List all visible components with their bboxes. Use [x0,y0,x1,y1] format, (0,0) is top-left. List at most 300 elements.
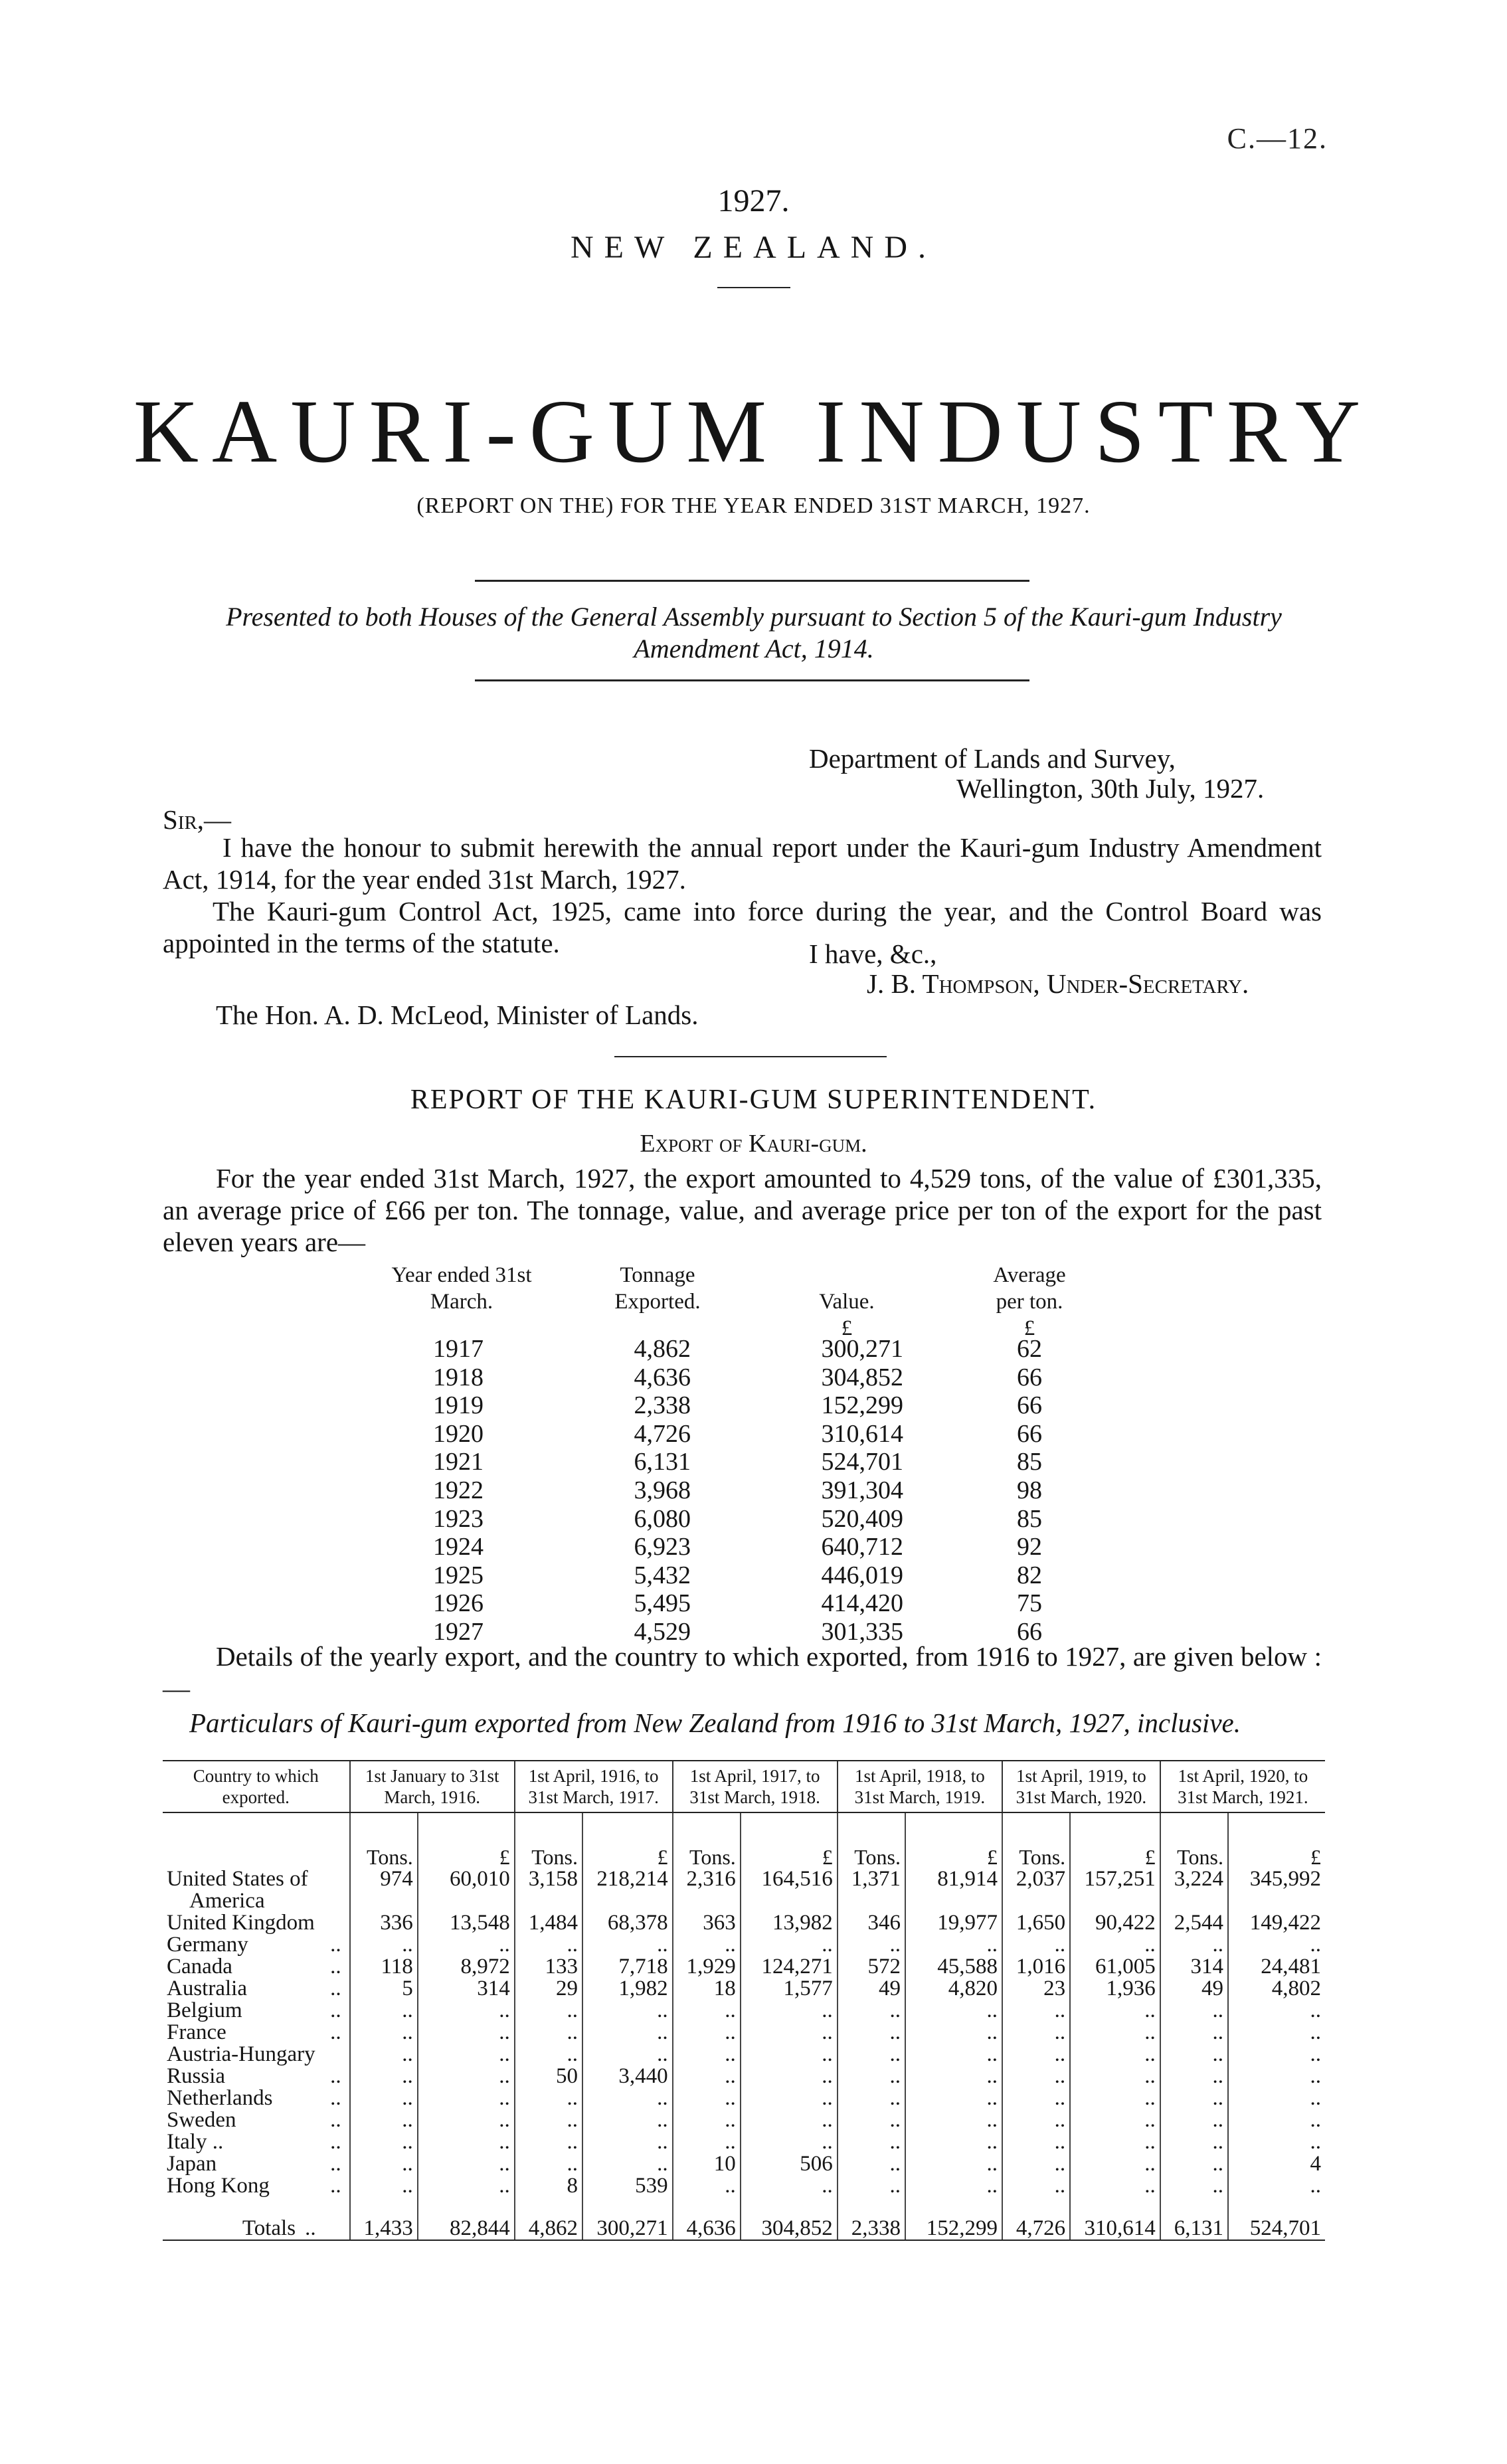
value-cell: .. [741,2087,838,2109]
country-row [163,2153,1325,2175]
tons-cell: .. [350,2109,418,2131]
tons-cell: 6,131 [1160,2197,1228,2240]
tons-cell: .. [1160,2000,1228,2022]
divider [717,287,790,288]
value-cell [1228,1890,1325,1912]
export-cell-average: 92 [1017,1533,1042,1561]
export-header-average: Average per ton. [993,1263,1066,1314]
tons-cell: 2,338 [838,2197,905,2240]
unit-tons: Tons. [1002,1812,1070,1868]
tons-cell: .. [350,2044,418,2066]
value-cell: 24,481 [1228,1956,1325,1978]
country-column-header: Country to which exported. [163,1761,350,1812]
tons-cell: .. [1002,2000,1070,2022]
tons-cell: .. [1002,2087,1070,2109]
tons-cell: .. [350,2022,418,2044]
export-cell-tonnage: 6,131 [634,1448,691,1476]
value-cell: 345,992 [1228,1868,1325,1890]
tons-cell: .. [1160,2153,1228,2175]
value-cell: 61,005 [1070,1956,1160,1978]
value-cell: .. [905,2066,1002,2087]
unit-tons: Tons. [838,1812,905,1868]
value-cell: .. [905,2175,1002,2197]
export-cell-tonnage: 4,529 [634,1618,691,1646]
value-cell: .. [905,2044,1002,2066]
value-cell: 4,802 [1228,1978,1325,2000]
value-cell: .. [582,2109,673,2131]
unit-value: £ [1228,1812,1325,1868]
particulars-caption: Particulars of Kauri-gum exported from New Zealand from 1916 to 31st March, 1927, inclusive. [189,1708,1241,1738]
letter-addressee: The Hon. A. D. McLeod, Minister of Lands. [216,1000,699,1030]
tons-cell: .. [1002,2022,1070,2044]
leader-dots: .. [330,2108,341,2132]
country-row [163,1912,1325,1934]
tons-cell: .. [515,2131,582,2153]
value-cell: 4 [1228,2153,1325,2175]
country-name: Sweden [167,2108,236,2132]
country-row [163,1934,1325,1956]
export-header-value: Value. [819,1290,875,1314]
tons-cell: 4,726 [1002,2197,1070,2240]
export-cell-average: 85 [1017,1448,1042,1476]
export-cell-year: 1921 [433,1448,484,1476]
value-cell: 157,251 [1070,1868,1160,1890]
tons-cell: 1,016 [1002,1956,1070,1978]
leader-dots: .. [330,1955,341,1979]
export-cell-average: 62 [1017,1335,1042,1363]
value-cell: .. [418,2131,515,2153]
value-cell: 4,820 [905,1978,1002,2000]
value-cell: .. [582,2153,673,2175]
value-cell: .. [1228,2000,1325,2022]
tons-cell: .. [1160,2175,1228,2197]
tons-cell: .. [350,1934,418,1956]
tons-cell: .. [838,2000,905,2022]
country-row [163,2175,1325,2197]
tons-cell: .. [673,2022,741,2044]
value-cell: .. [741,2000,838,2022]
value-cell: 152,299 [905,2197,1002,2240]
tons-cell: .. [1002,2066,1070,2087]
letter-department: Department of Lands and Survey, [809,743,1176,774]
value-cell: .. [741,2044,838,2066]
value-cell: 304,852 [741,2197,838,2240]
tons-cell: .. [838,2131,905,2153]
country-name: Germany [167,1933,248,1957]
export-cell-tonnage: 6,923 [634,1533,691,1561]
export-cell-year: 1917 [433,1335,484,1363]
letter-salutation: Sir,— [163,804,232,835]
leader-dots: .. [305,2216,316,2240]
value-cell: .. [1228,2066,1325,2087]
value-cell: .. [1070,2066,1160,2087]
country-name: Belgium [167,1998,242,2022]
export-cell-year: 1923 [433,1504,484,1533]
tons-cell: .. [838,2175,905,2197]
value-cell: 524,701 [1228,2197,1325,2240]
report-subtitle: Export of Kauri-gum. [640,1130,867,1158]
tons-cell: .. [1002,2153,1070,2175]
value-cell: .. [1228,1934,1325,1956]
tons-cell: .. [673,2044,741,2066]
tons-cell: .. [350,2131,418,2153]
tons-cell: .. [673,2131,741,2153]
tons-cell: 3,224 [1160,1868,1228,1890]
tons-cell: 1,650 [1002,1912,1070,1934]
tons-cell: .. [838,2066,905,2087]
tons-cell: 363 [673,1912,741,1934]
tons-cell: .. [838,2153,905,2175]
export-cell-value: 640,712 [821,1533,903,1561]
tons-cell: 974 [350,1868,418,1890]
export-cell-year: 1927 [433,1618,484,1646]
export-header-year: Year ended 31st March. [391,1263,532,1314]
country-name: Hong Kong [167,2174,270,2198]
tons-cell: .. [1002,2175,1070,2197]
tons-cell: 118 [350,1956,418,1978]
tons-cell [838,1890,905,1912]
tons-cell [673,1890,741,1912]
country-row [163,2066,1325,2087]
country-name: Netherlands [167,2086,273,2110]
export-header-tonnage: Tonnage Exported. [614,1263,701,1314]
tons-cell [1002,1890,1070,1912]
totals-label: Totals [242,2216,296,2240]
export-cell-year: 1924 [433,1533,484,1561]
unit-tons: Tons. [350,1812,418,1868]
tons-cell: .. [515,2022,582,2044]
value-cell: .. [1228,2175,1325,2197]
country-row [163,2022,1325,2044]
period-header: 1st April, 1919, to 31st March, 1920. [1002,1761,1160,1812]
export-cell-tonnage: 4,726 [634,1419,691,1448]
tons-cell: 1,929 [673,1956,741,1978]
tons-cell: .. [673,2087,741,2109]
value-cell: .. [905,2153,1002,2175]
export-cell-year: 1918 [433,1363,484,1391]
page-reference: C.—12. [1227,122,1328,155]
export-cell-average: 66 [1017,1363,1042,1391]
value-cell: .. [741,2022,838,2044]
tons-cell: 3,158 [515,1868,582,1890]
value-cell: .. [418,2175,515,2197]
export-cell-year: 1922 [433,1476,484,1504]
tons-cell: .. [1160,2109,1228,2131]
export-cell-value: 304,852 [821,1363,903,1391]
tons-cell: .. [1160,1934,1228,1956]
value-cell: .. [905,2000,1002,2022]
document-subtitle: (REPORT ON THE) FOR THE YEAR ENDED 31ST MARCH, 1927. [416,493,1091,518]
country-name: America [189,1889,265,1913]
letter-paragraph-2: The Kauri-gum Control Act, 1925, came into force during the year, and the Control Board was appointed in the terms of the statute. [163,896,1322,958]
value-cell: 539 [582,2175,673,2197]
value-cell: .. [582,2000,673,2022]
export-cell-value: 520,409 [821,1504,903,1533]
value-cell: .. [1228,2109,1325,2131]
tons-cell: 133 [515,1956,582,1978]
export-cell-average: 98 [1017,1476,1042,1504]
divider [475,580,1029,582]
country-heading: NEW ZEALAND. [570,230,937,265]
export-cell-average: 66 [1017,1618,1042,1646]
tons-cell: .. [673,2175,741,2197]
tons-cell: .. [515,2044,582,2066]
tons-cell: 49 [1160,1978,1228,2000]
export-cell-average: 66 [1017,1391,1042,1420]
tons-cell: 1,433 [350,2197,418,2240]
export-cell-value: 391,304 [821,1476,903,1504]
value-cell: .. [1228,2087,1325,2109]
value-cell: 8,972 [418,1956,515,1978]
tons-cell: 2,544 [1160,1912,1228,1934]
export-cell-year: 1919 [433,1391,484,1420]
country-name: France [167,2020,226,2044]
tons-cell: 314 [1160,1956,1228,1978]
value-cell: .. [418,2000,515,2022]
export-cell-value: 446,019 [821,1561,903,1589]
tons-cell: 4,862 [515,2197,582,2240]
country-row [163,1978,1325,2000]
tons-cell: 336 [350,1912,418,1934]
value-cell: .. [741,2175,838,2197]
tons-cell: 23 [1002,1978,1070,2000]
export-cell-tonnage: 4,862 [634,1335,691,1363]
tons-cell: 29 [515,1978,582,2000]
value-cell: .. [905,2022,1002,2044]
export-cell-tonnage: 2,338 [634,1391,691,1420]
tons-cell: .. [1160,2066,1228,2087]
value-cell: 310,614 [1070,2197,1160,2240]
period-header: 1st April, 1920, to 31st March, 1921. [1160,1761,1325,1812]
divider [475,679,1029,681]
tons-cell: 572 [838,1956,905,1978]
export-cell-tonnage: 3,968 [634,1476,691,1504]
value-cell [418,1890,515,1912]
country-name: United States of [167,1867,308,1891]
value-cell: 506 [741,2153,838,2175]
value-cell: 81,914 [905,1868,1002,1890]
period-header: 1st January to 31st March, 1916. [350,1761,515,1812]
country-row [163,1956,1325,1978]
country-name: United Kingdom [167,1911,315,1935]
value-cell: 60,010 [418,1868,515,1890]
document-year: 1927. [717,183,790,219]
country-name: Australia [167,1977,247,2000]
tons-cell: 2,316 [673,1868,741,1890]
value-cell: 124,271 [741,1956,838,1978]
value-cell: 3,440 [582,2066,673,2087]
value-cell: 1,577 [741,1978,838,2000]
letter-date: Wellington, 30th July, 1927. [956,773,1265,804]
tons-cell: .. [350,2153,418,2175]
tons-cell: .. [673,2000,741,2022]
tons-cell [515,1890,582,1912]
value-cell: .. [1070,1934,1160,1956]
leader-dots: .. [330,2152,341,2176]
value-cell: .. [1070,2175,1160,2197]
unit-value: £ [1070,1812,1160,1868]
value-cell [1070,1890,1160,1912]
tons-cell: .. [1160,2022,1228,2044]
export-cell-tonnage: 5,432 [634,1561,691,1589]
export-cell-value: 301,335 [821,1618,903,1646]
value-cell: 1,982 [582,1978,673,2000]
unit-tons: Tons. [515,1812,582,1868]
value-cell: .. [741,1934,838,1956]
report-intro: For the year ended 31st March, 1927, the export amounted to 4,529 tons, of the value of £301,335, an average price of £66 per ton. The tonnage, value, and average price per ton of the export for the past eleven years are— [163,1163,1322,1257]
export-cell-average: 75 [1017,1589,1042,1618]
leader-dots: .. [330,2174,341,2198]
leader-dots: .. [330,2064,341,2088]
value-cell: .. [418,2066,515,2087]
tons-cell: 2,037 [1002,1868,1070,1890]
tons-cell: .. [838,2044,905,2066]
export-cell-average: 66 [1017,1419,1042,1448]
totals-row [163,2197,1325,2240]
leader-dots: .. [330,2020,341,2044]
leader-dots: .. [330,2130,341,2154]
value-cell: 45,588 [905,1956,1002,1978]
tons-cell: .. [515,1934,582,1956]
period-header: 1st April, 1916, to 31st March, 1917. [515,1761,673,1812]
tons-cell: 1,371 [838,1868,905,1890]
country-row [163,1890,1325,1912]
value-cell: .. [1070,2044,1160,2066]
report-title: REPORT OF THE KAURI-GUM SUPERINTENDENT. [410,1085,1097,1115]
value-cell: .. [905,2131,1002,2153]
value-cell: .. [418,2044,515,2066]
export-cell-year: 1925 [433,1561,484,1589]
unit-value: £ [418,1812,515,1868]
value-cell: .. [1228,2044,1325,2066]
value-cell: 19,977 [905,1912,1002,1934]
value-cell: .. [741,2066,838,2087]
tons-cell: .. [350,2087,418,2109]
letter-paragraph-1: I have the honour to submit herewith the annual report under the Kauri-gum Industry Amendment Act, 1914, for the year ended 31st March, 1927. [163,832,1322,895]
unit-tons: Tons. [673,1812,741,1868]
value-cell: .. [1070,2022,1160,2044]
value-cell: .. [418,2087,515,2109]
unit-value: £ [905,1812,1002,1868]
value-cell: .. [1070,2153,1160,2175]
value-cell: .. [418,1934,515,1956]
export-unit-value: £ [841,1316,853,1340]
country-row [163,2109,1325,2131]
units-row [163,1812,1325,1868]
divider [614,1056,887,1057]
value-cell: 13,548 [418,1912,515,1934]
country-name: Italy .. [167,2130,224,2154]
document-title: KAURI-GUM INDUSTRY [133,382,1374,482]
letter-closing: I have, &c., [809,938,937,969]
value-cell: 82,844 [418,2197,515,2240]
country-name: Russia [167,2064,226,2088]
value-cell: .. [1228,2022,1325,2044]
leader-dots: .. [330,1977,341,2000]
tons-cell: .. [350,2175,418,2197]
value-cell: 218,214 [582,1868,673,1890]
tons-cell: 1,484 [515,1912,582,1934]
export-cell-value: 152,299 [821,1391,903,1420]
presentation-note: Presented to both Houses of the General Assembly pursuant to Section 5 of the Kauri-gum Industry Amendment Act, 1914. [226,602,1282,663]
value-cell: .. [1070,2131,1160,2153]
tons-cell: .. [515,2153,582,2175]
value-cell: .. [582,2087,673,2109]
value-cell: 90,422 [1070,1912,1160,1934]
value-cell: .. [741,2131,838,2153]
export-cell-year: 1926 [433,1589,484,1618]
unit-value: £ [741,1812,838,1868]
report-details: Details of the yearly export, and the country to which exported, from 1916 to 1927, are given below :— [163,1641,1322,1704]
country-name: Austria-Hungary [167,2042,315,2066]
export-cell-average: 82 [1017,1561,1042,1589]
leader-dots: .. [330,1998,341,2022]
tons-cell: .. [838,2087,905,2109]
export-cell-value: 300,271 [821,1335,903,1363]
letter-signature: J. B. Thompson, Under-Secretary. [867,968,1249,999]
value-cell: 68,378 [582,1912,673,1934]
value-cell: .. [582,2044,673,2066]
period-header: 1st April, 1918, to 31st March, 1919. [838,1761,1002,1812]
value-cell: 300,271 [582,2197,673,2240]
value-cell: 13,982 [741,1912,838,1934]
export-cell-tonnage: 6,080 [634,1504,691,1533]
value-cell: .. [905,2087,1002,2109]
export-cell-average: 85 [1017,1504,1042,1533]
tons-cell: .. [515,2000,582,2022]
value-cell: .. [1228,2131,1325,2153]
tons-cell: 10 [673,2153,741,2175]
tons-cell: .. [1002,2044,1070,2066]
tons-cell: 346 [838,1912,905,1934]
export-cell-tonnage: 5,495 [634,1589,691,1618]
leader-dots: .. [330,1933,341,1957]
tons-cell: 8 [515,2175,582,2197]
country-row [163,2000,1325,2022]
unit-value: £ [582,1812,673,1868]
export-unit-average: £ [1023,1316,1035,1340]
value-cell: 1,936 [1070,1978,1160,2000]
value-cell: .. [1070,2087,1160,2109]
country-row [163,2131,1325,2153]
value-cell: .. [418,2153,515,2175]
value-cell: .. [1070,2109,1160,2131]
country-name: Japan [167,2152,217,2176]
tons-cell: .. [350,2066,418,2087]
value-cell [905,1890,1002,1912]
export-cell-year: 1920 [433,1419,484,1448]
country-row [163,2044,1325,2066]
export-cell-value: 310,614 [821,1419,903,1448]
tons-cell [1160,1890,1228,1912]
value-cell: .. [418,2022,515,2044]
tons-cell: .. [515,2109,582,2131]
value-cell: .. [418,2109,515,2131]
value-cell: .. [741,2109,838,2131]
country-row [163,2087,1325,2109]
value-cell: .. [905,2109,1002,2131]
period-header: 1st April, 1917, to 31st March, 1918. [673,1761,838,1812]
tons-cell: .. [1002,2109,1070,2131]
tons-cell: .. [1160,2131,1228,2153]
unit-tons: Tons. [1160,1812,1228,1868]
tons-cell: 18 [673,1978,741,2000]
tons-cell: 49 [838,1978,905,2000]
tons-cell: .. [1002,2131,1070,2153]
export-cell-value: 524,701 [821,1448,903,1476]
country-row [163,1868,1325,1890]
tons-cell: 4,636 [673,2197,741,2240]
